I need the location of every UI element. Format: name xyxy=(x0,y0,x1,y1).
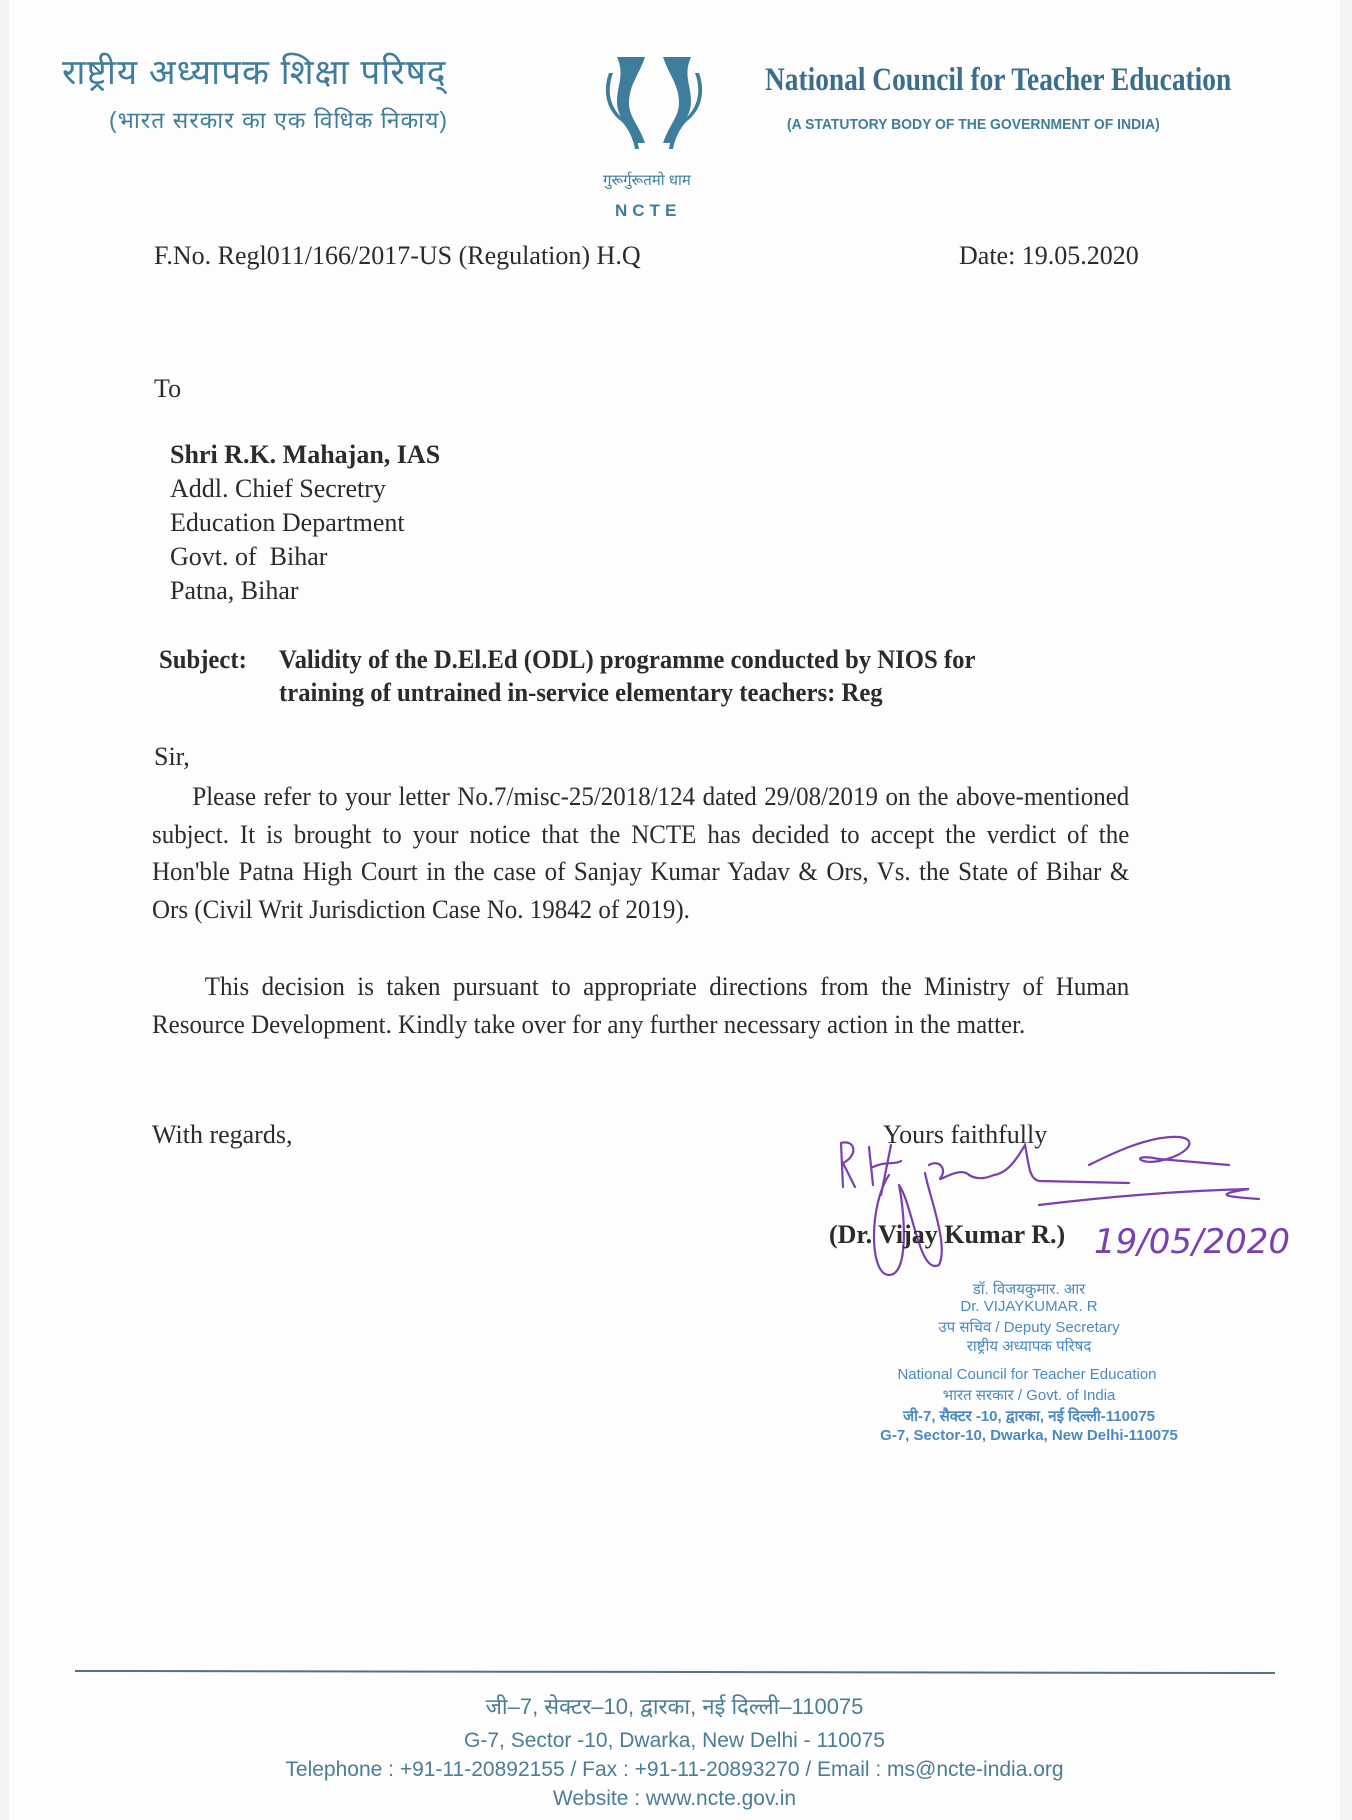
subject-line-2: training of untrained in-service elementary teachers: Reg xyxy=(279,678,883,707)
subject-line-1: Validity of the D.El.Ed (ODL) programme conducted by NIOS for xyxy=(279,645,976,674)
closing-yours-faithfully: Yours faithfully xyxy=(883,1120,1048,1149)
body-paragraph-2: This decision is taken pursuant to appropriate directions from the Ministry of Human Resource Development. Kindly take over for any further necessary action in the matter. xyxy=(152,972,1130,1039)
closing-regards: With regards, xyxy=(152,1120,293,1149)
body-paragraph-1: Please refer to your letter No.7/misc-25/2018/124 dated 29/08/2019 on the above-mentioned subject. It is brought to your notice that the NCTE has decided to accept the verdict of the Hon'ble Patna High Court in the case of Sanjay Kumar Yadav & Ors, Vs. the State of Bihar & Ors (Civil Writ Jurisdiction Case No. 19842 of 2019). xyxy=(152,782,1130,924)
stamp-government: भारत सरकार / Govt. of India xyxy=(942,1387,1116,1404)
footer-address-hindi: जी–7, सेक्टर–10, द्वारका, नई दिल्ली–110075 xyxy=(485,1694,864,1719)
stamp-english-council: National Council for Teacher Education xyxy=(897,1366,1157,1383)
stamp-english-address: G-7, Sector-10, Dwarka, New Delhi-110075 xyxy=(880,1427,1178,1444)
footer-address-english: G-7, Sector -10, Dwarka, New Delhi - 110075 xyxy=(464,1729,885,1752)
signatory-name: (Dr. Vijay Kumar R.) xyxy=(829,1220,1066,1249)
stamp-designation: उप सचिव / Deputy Secretary xyxy=(938,1319,1120,1336)
addressee-name: Shri R.K. Mahajan, IAS xyxy=(170,440,441,469)
footer-contact: Telephone : +91-11-20892155 / Fax : +91-11-20893270 / Email : ms@ncte-india.org xyxy=(285,1758,1064,1781)
addressee-department: Education Department xyxy=(170,508,405,537)
footer-website: Website : www.ncte.gov.in xyxy=(552,1787,797,1810)
subject-label: Subject: xyxy=(159,645,247,674)
logo-acronym: NCTE xyxy=(615,201,682,220)
hindi-council-title: राष्ट्रीय अध्यापक शिक्षा परिषद् xyxy=(62,53,447,92)
letter-date: Date: 19.05.2020 xyxy=(959,241,1139,270)
addressee-city: Patna, Bihar xyxy=(170,576,299,605)
to-label: To xyxy=(154,374,182,403)
hindi-council-subtitle: (भारत सरकार का एक विधिक निकाय) xyxy=(109,107,449,133)
greeting: Sir, xyxy=(154,742,190,771)
logo-motto: गुरूर्गुरूतमो धाम xyxy=(603,172,691,189)
addressee-government: Govt. of Bihar xyxy=(170,542,328,571)
footer-divider xyxy=(75,1670,1275,1674)
handwritten-signature xyxy=(829,1125,1349,1295)
stamp-hindi-council: राष्ट्रीय अध्यापक परिषद xyxy=(966,1338,1092,1355)
file-number: F.No. Regl011/166/2017-US (Regulation) H.Q xyxy=(154,241,641,270)
handwritten-date: 19/05/2020 xyxy=(1094,1222,1290,1262)
addressee-designation: Addl. Chief Secretry xyxy=(170,474,386,503)
stamp-english-name: Dr. VIJAYKUMAR. R xyxy=(960,1298,1098,1315)
letter-page xyxy=(9,0,1340,1820)
stamp-hindi-name: डॉ. विजयकुमार. आर xyxy=(972,1281,1086,1298)
stamp-hindi-address: जी-7, सैक्टर -10, द्वारका, नई दिल्ली-110075 xyxy=(902,1408,1155,1425)
ncte-logo-icon xyxy=(599,55,709,150)
english-council-subtitle: (A STATUTORY BODY OF THE GOVERNMENT OF INDIA) xyxy=(787,116,1160,133)
english-council-title: National Council for Teacher Education xyxy=(765,62,1232,98)
